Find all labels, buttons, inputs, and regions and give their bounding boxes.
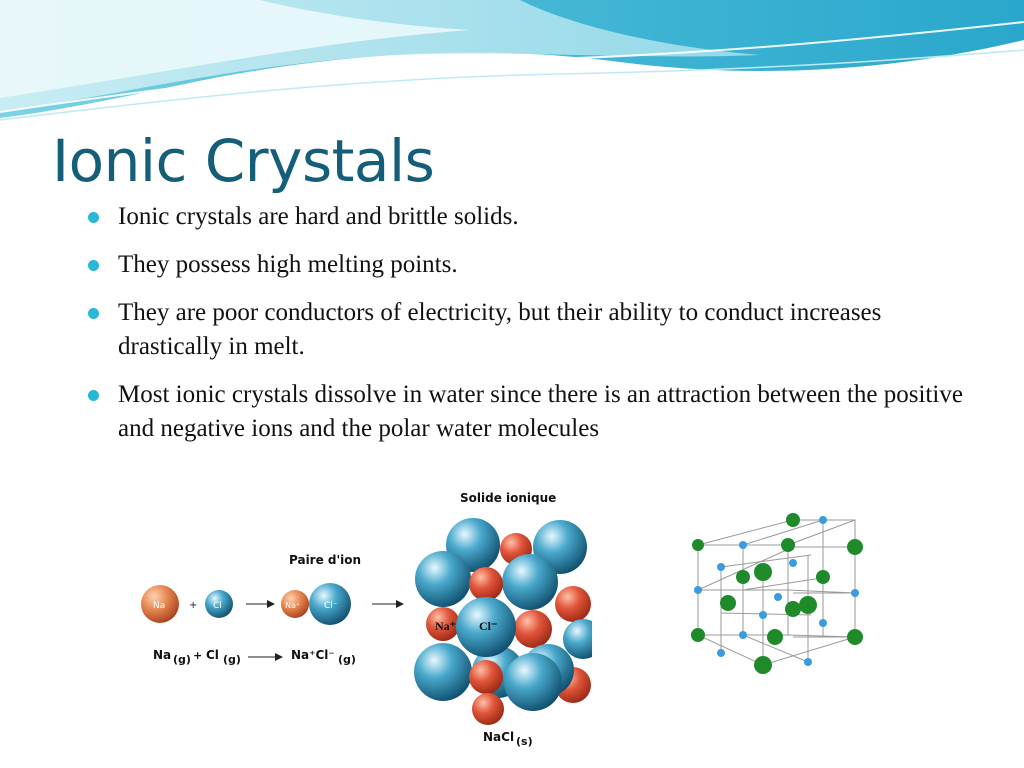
solid-title: Solide ionique <box>460 491 557 505</box>
sodium-atom-label: Na <box>153 601 166 611</box>
bullet-text: Most ionic crystals dissolve in water since there is an attraction between the positive and negative ions and the polar water molecules <box>118 381 963 442</box>
solid-state: (s) <box>516 735 533 748</box>
eq-plus: + <box>193 649 203 662</box>
eq-state-3: (g) <box>338 653 356 666</box>
pair-cl-label: Cl⁻ <box>324 601 338 611</box>
eq-state-1: (g) <box>173 653 191 666</box>
bullet-text: Ionic crystals are hard and brittle solids. <box>118 203 519 230</box>
slide-title: Ionic Crystals <box>52 127 435 195</box>
eq-state-2: (g) <box>223 653 241 666</box>
bullet-item <box>88 378 968 446</box>
bullet-dot-icon <box>88 260 99 271</box>
nacl-lattice-figure <box>683 505 873 680</box>
bullet-text: They are poor conductors of electricity, but their ability to conduct increases drastically in melt. <box>118 299 882 360</box>
bullet-list <box>88 200 968 460</box>
chlorine-atom-label: Cl <box>213 601 222 611</box>
bullet-item <box>88 200 968 234</box>
solid-formula: NaCl <box>483 730 515 744</box>
header-wave-decoration <box>0 0 1024 125</box>
bullet-item <box>88 248 968 282</box>
crystal-na-label: Na⁺ <box>435 619 456 633</box>
pair-title: Paire d'ion <box>289 553 362 567</box>
eq-na: Na <box>153 648 172 662</box>
plus-sign: + <box>189 600 198 611</box>
eq-product: Na⁺Cl⁻ <box>291 648 335 662</box>
eq-cl: Cl <box>206 648 219 662</box>
pair-na-label: Na⁺ <box>285 601 301 610</box>
bullet-dot-icon <box>88 212 99 223</box>
bullet-dot-icon <box>88 390 99 401</box>
bullet-text: They possess high melting points. <box>118 251 458 278</box>
crystal-cl-label: Cl⁻ <box>479 619 498 633</box>
bullet-dot-icon <box>88 308 99 319</box>
bullet-item <box>88 296 968 364</box>
ion-formation-figure <box>138 487 592 750</box>
